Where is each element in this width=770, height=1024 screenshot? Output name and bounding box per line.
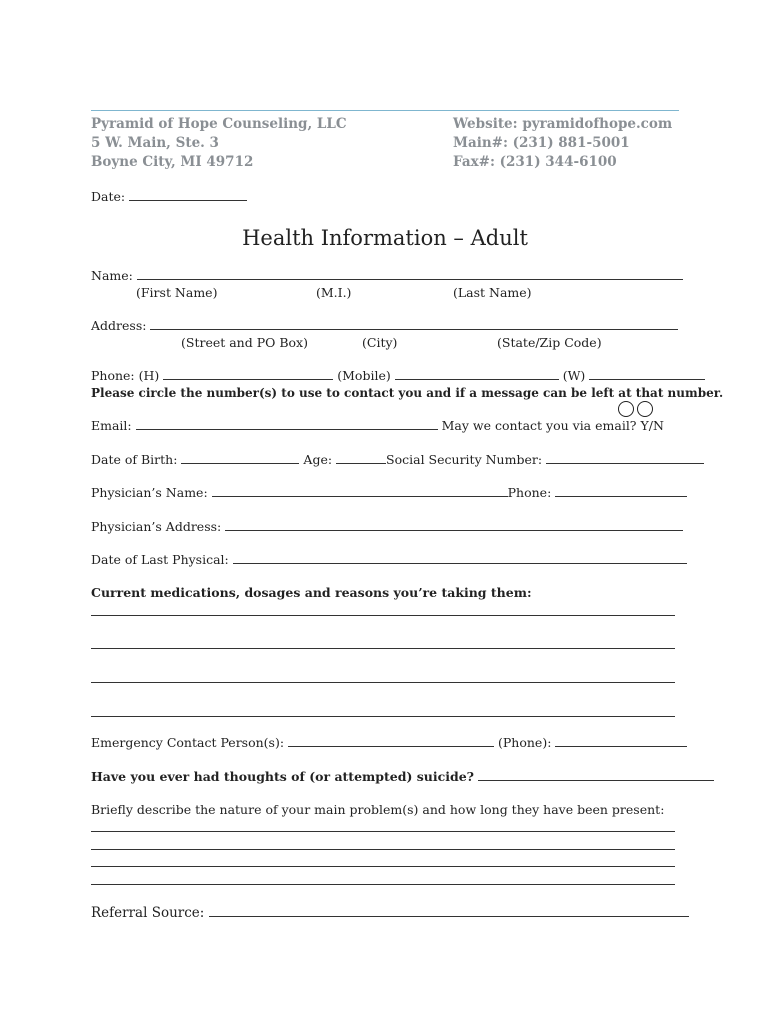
physician-address-field[interactable] [225,519,683,531]
suicide-row [91,769,714,785]
phone-row [91,368,705,384]
suicide-question: Have you ever had thoughts of (or attempted) suicide? [91,769,474,784]
org-website: Website: pyramidofhope.com [453,116,673,132]
problem-line-3[interactable] [91,866,675,867]
ssn-label: Social Security Number: [386,452,543,467]
email-consent-question: May we contact you via email? [441,418,637,433]
home-phone-label: Phone: (H) [91,368,160,383]
email-row [91,418,664,434]
age-field[interactable] [336,452,386,464]
mobile-phone-label: (Mobile) [337,368,391,383]
emergency-phone-label: (Phone): [498,735,552,750]
medications-label: Current medications, dosages and reasons you’re taking them: [91,585,532,600]
mobile-phone-field[interactable] [395,368,559,380]
physician-phone-field[interactable] [555,485,687,497]
medications-line-3[interactable] [91,682,675,683]
street-caption: (Street and PO Box) [181,335,308,350]
org-fax: Fax#: (231) 344-6100 [453,154,617,170]
problem-prompt: Briefly describe the nature of your main problem(s) and how long they have been present: [91,802,665,817]
address-row [91,318,678,334]
header-rule [91,110,679,111]
referral-field[interactable] [209,904,689,917]
work-phone-field[interactable] [589,368,705,380]
org-block [91,115,347,172]
name-row [91,268,683,284]
state-zip-caption: (State/Zip Code) [497,335,602,350]
emergency-row [91,735,687,751]
email-consent-yn[interactable]: Y/N [640,418,664,433]
org-name: Pyramid of Hope Counseling, LLC [91,116,347,132]
referral-label: Referral Source: [91,905,205,921]
mi-caption: (M.I.) [316,285,352,300]
problem-line-4[interactable] [91,884,675,885]
no-circle[interactable] [637,401,653,417]
physician-address-row [91,519,683,535]
dob-label: Date of Birth: [91,452,178,467]
address-label: Address: [91,318,147,333]
form-title: Health Information – Adult [242,226,528,250]
ssn-field[interactable] [546,452,704,464]
physician-address-label: Physician’s Address: [91,519,222,534]
name-field[interactable] [137,268,683,280]
physician-phone-label: Phone: [507,485,552,500]
work-phone-label: (W) [562,368,586,383]
emergency-contact-field[interactable] [288,735,494,747]
last-physical-label: Date of Last Physical: [91,552,229,567]
last-name-caption: (Last Name) [453,285,532,300]
last-physical-row [91,552,687,568]
problem-line-1[interactable] [91,831,675,832]
medications-line-2[interactable] [91,648,675,649]
contact-block [453,115,672,172]
org-main-phone: Main#: (231) 881-5001 [453,135,630,151]
dob-field[interactable] [181,452,299,464]
last-physical-field[interactable] [233,552,687,564]
org-address-line2: Boyne City, MI 49712 [91,154,254,170]
first-name-caption: (First Name) [136,285,218,300]
medications-line-1[interactable] [91,615,675,616]
email-field[interactable] [136,418,438,430]
dob-row [91,452,704,468]
name-label: Name: [91,268,133,283]
age-label: Age: [303,452,333,467]
org-address-line1: 5 W. Main, Ste. 3 [91,135,219,151]
email-label: Email: [91,418,132,433]
referral-row [91,904,689,921]
phone-instruction: Please circle the number(s) to use to contact you and if a message can be left at that number. [91,386,724,400]
emergency-label: Emergency Contact Person(s): [91,735,285,750]
home-phone-field[interactable] [163,368,333,380]
physician-name-row [91,485,687,501]
yes-circle[interactable] [618,401,634,417]
date-field[interactable] [129,189,247,201]
physician-name-field[interactable] [212,485,508,497]
problem-line-2[interactable] [91,849,675,850]
date-row [91,189,247,205]
physician-name-label: Physician’s Name: [91,485,208,500]
date-label: Date: [91,189,126,204]
suicide-answer-field[interactable] [478,769,714,781]
emergency-phone-field[interactable] [555,735,687,747]
city-caption: (City) [362,335,398,350]
address-field[interactable] [150,318,678,330]
medications-line-4[interactable] [91,716,675,717]
